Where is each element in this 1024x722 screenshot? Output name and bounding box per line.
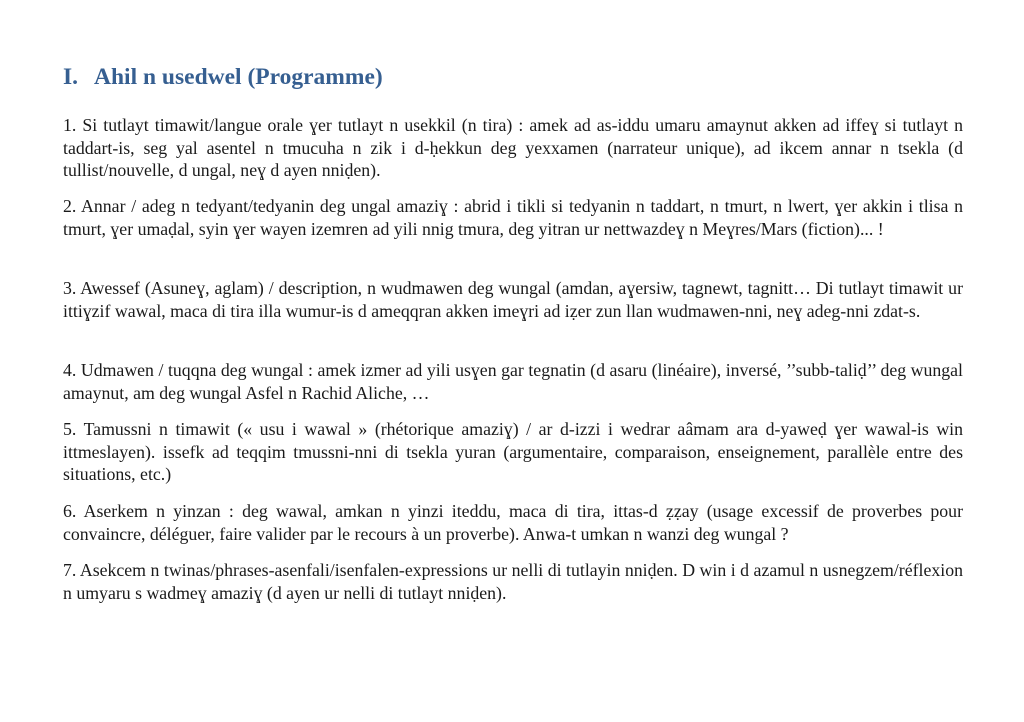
program-item-6: 6. Aserkem n yinzan : deg wawal, amkan n yinzi iteddu, maca di tira, ittas-d ẓẓay (usage excessif de proverbes pour convaincre, déléguer, faire valider par le recours à un proverbe). Anwa-t umkan n wanzi deg wungal ? [63, 501, 963, 544]
program-item-5: 5. Tamussni n timawit (« usu i wawal » (rhétorique amaziɣ) / ar d-izzi i wedrar aâmam ara d-yaweḍ ɣer wawal-is win ittmeslayen). issefk ad teqqim tmussni-nni di tsekla yuran (argumentaire, comparaison, enseignement, parallèle entre des situations, etc.) [63, 419, 963, 484]
section-number: I. [63, 64, 79, 90]
program-item-3: 3. Awessef (Asuneɣ, aglam) / description, n wudmawen deg wungal (amdan, aɣersiw, tagnewt, tagnitt… Di tutlayt timawit ur ittiɣzif wawal, maca di tira illa wumur-is d ameqqran akken imeɣri ad iẓer zun llan wudmawen-nni, neɣ adeg-nni zdat-s. [63, 278, 963, 321]
program-item-7: 7. Asekcem n twinas/phrases-asenfali/isenfalen-expressions ur nelli di tutlayin nniḍen. D win i d azamul n usnegzem/réflexion n umyaru s wadmeɣ amaziɣ (d ayen ur nelli di tutlayt nniḍen). [63, 560, 963, 603]
program-item-1: 1. Si tutlayt timawit/langue orale ɣer tutlayt n usekkil (n tira) : amek ad as-iddu umaru amaynut akken ad iffeɣ si tutlayt n taddart-is, seg yal asentel n tmucuha n zik i d-ḥekkun deg yexxamen (narrateur unique), ad ikcem annar n tsekla (d tullist/nouvelle, d ungal, neɣ d ayen nniḍen). [63, 115, 963, 180]
section-title: Ahil n usedwel (Programme) [94, 64, 383, 90]
program-item-4: 4. Udmawen / tuqqna deg wungal : amek izmer ad yili usɣen gar tegnatin (d asaru (linéaire), inversé, ’’subb-taliḍ’’ deg wungal amaynut, am deg wungal Asfel n Rachid Aliche, … [63, 360, 963, 403]
program-item-2: 2. Annar / adeg n tedyant/tedyanin deg ungal amaziɣ : abrid i tikli si tedyanin n taddart, n tmurt, n lwert, ɣer akkin i tlisa n tmurt, ɣer umaḍal, syin ɣer wayen izemren ad yili nnig tmura, deg yitran ur nettwazdeɣ n Meɣres/Mars (fiction)... ! [63, 196, 963, 239]
section-heading [63, 64, 383, 91]
